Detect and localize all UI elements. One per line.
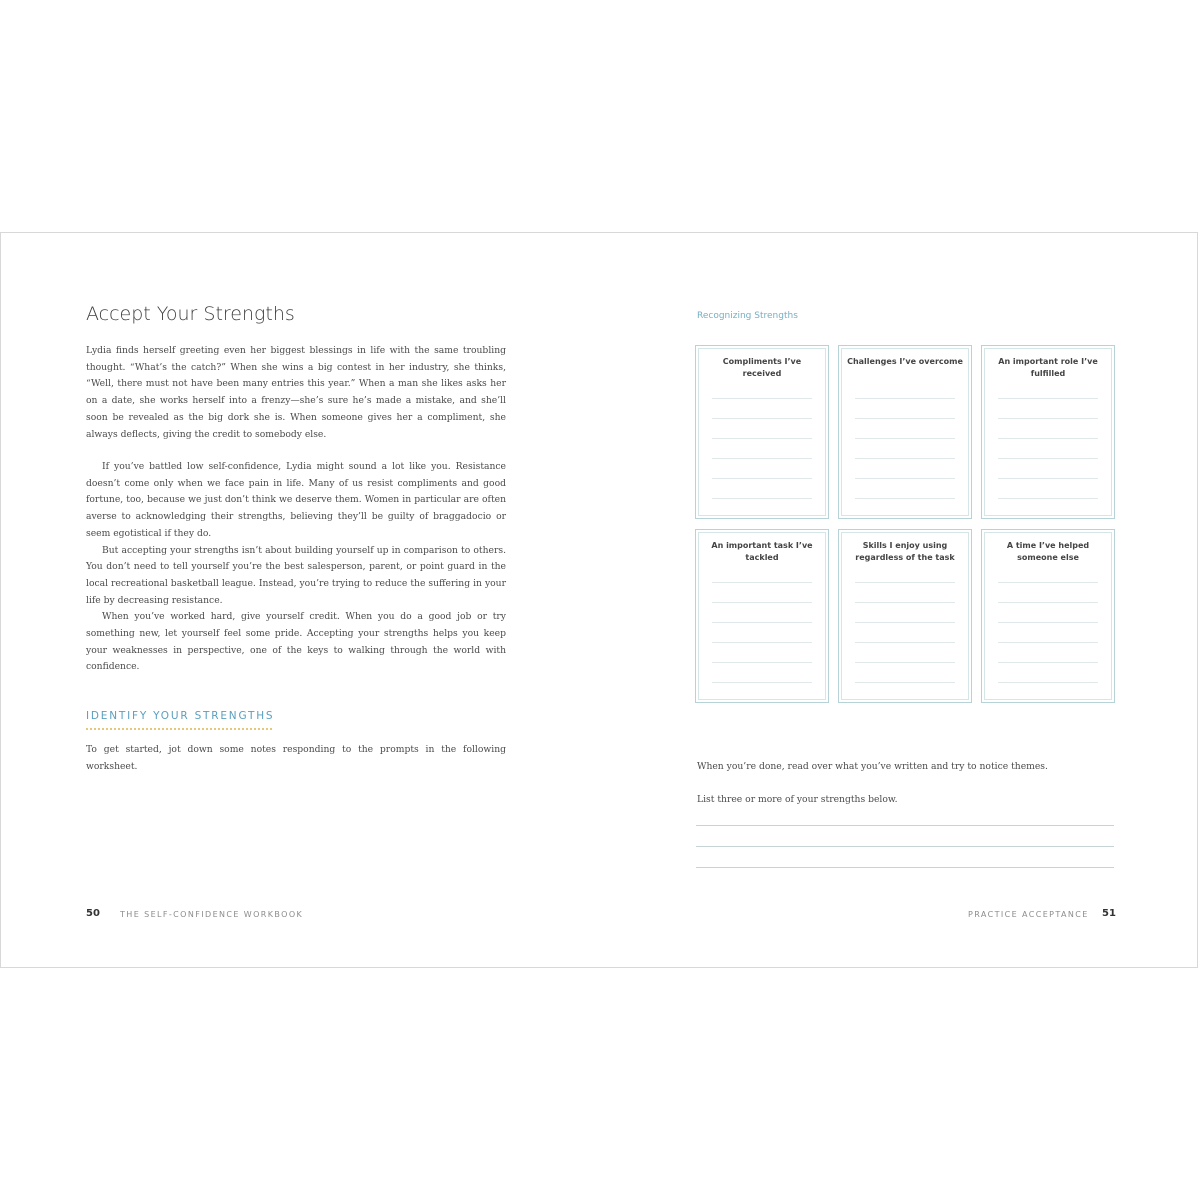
body-text-2 [86, 459, 506, 676]
write-line [855, 458, 955, 459]
body-text [86, 343, 506, 443]
write-line [712, 398, 812, 399]
write-line [712, 662, 812, 663]
write-line [712, 602, 812, 603]
worksheet-box[interactable] [695, 345, 829, 519]
write-line [712, 498, 812, 499]
worksheet-box[interactable] [981, 345, 1115, 519]
write-line [855, 642, 955, 643]
write-line [998, 458, 1098, 459]
box-prompt: A time I’ve helped someone else [1006, 541, 1090, 562]
write-line [712, 682, 812, 683]
write-line [998, 622, 1098, 623]
answer-line[interactable] [696, 867, 1114, 868]
write-line [998, 418, 1098, 419]
write-line [998, 642, 1098, 643]
write-line [855, 438, 955, 439]
answer-line[interactable] [696, 825, 1114, 826]
write-line [998, 602, 1098, 603]
write-line [855, 682, 955, 683]
write-line [998, 498, 1098, 499]
write-line [855, 498, 955, 499]
page-number-left: 50 [86, 908, 100, 919]
write-line [855, 602, 955, 603]
write-line [998, 438, 1098, 439]
heading-dotted-rule [86, 728, 272, 730]
paragraph-credit: When you’ve worked hard, give yourself credit. When you do a good job or try something new, let yourself feel some pride. Accepting your strengths helps you keep your weaknesses in perspective, one of the keys to walking through the world with confidence. [86, 611, 506, 673]
worksheet-box[interactable] [838, 529, 972, 703]
write-line [712, 438, 812, 439]
worksheet-box[interactable] [981, 529, 1115, 703]
write-line [855, 582, 955, 583]
write-line [855, 398, 955, 399]
write-line [712, 642, 812, 643]
write-line [712, 418, 812, 419]
write-line [712, 582, 812, 583]
box-prompt: An important task I’ve tackled [711, 541, 813, 562]
paragraph-accepting: But accepting your strengths isn’t about building yourself up in comparison to others. You don’t need to tell yourself you’re the best salesperson, parent, or point guard in the local recreational basketball league. Instead, you’re trying to reduce the suffering in your life by decreasing resistance. [86, 544, 506, 606]
running-title-right: PRACTICE ACCEPTANCE [968, 910, 1089, 919]
write-line [998, 478, 1098, 479]
write-line [998, 582, 1098, 583]
write-line [855, 622, 955, 623]
box-prompt: Challenges I’ve overcome [847, 357, 963, 366]
paragraph-lydia: Lydia finds herself greeting even her biggest blessings in life with the same troubling thought. “What’s the catch?” When she wins a big contest in her industry, she thinks, “Well, there must not have been many entries this year.” When a man she likes asks her on a date, she works herself into a frenzy—she’s sure he’s made a mistake, and she’ll soon be revealed as the big dork she is. When someone gives her a compliment, she always deflects, giving the credit to somebody else. [86, 345, 506, 440]
intro-paragraph: To get started, jot down some notes responding to the prompts in the following worksheet. [86, 744, 506, 772]
running-title-left: THE SELF-CONFIDENCE WORKBOOK [120, 910, 304, 919]
box-prompt: An important role I’ve fulfilled [998, 357, 1098, 378]
worksheet-box[interactable] [838, 345, 972, 519]
intro-text [86, 742, 506, 775]
worksheet-label: Recognizing Strengths [697, 311, 798, 321]
write-line [855, 478, 955, 479]
write-line [998, 662, 1098, 663]
write-line [998, 398, 1098, 399]
worksheet-box[interactable] [695, 529, 829, 703]
paragraph-resistance: If you’ve battled low self-confidence, Lydia might sound a lot like you. Resistance doesn’t come only when we face pain in life. Many of us resist compliments and good fortune, too, because we just don’t think we deserve them. Women in particular are often averse to acknowledging their strengths, believing they’ll be guilty of braggadocio or seem egotistical if they do. [86, 461, 506, 539]
page-title: Accept Your Strengths [86, 303, 295, 325]
answer-line[interactable] [696, 846, 1114, 847]
write-line [712, 458, 812, 459]
write-line [712, 622, 812, 623]
page-number-right: 51 [1102, 908, 1116, 919]
write-line [855, 418, 955, 419]
box-prompt: Skills I enjoy using regardless of the task [855, 541, 955, 562]
themes-prompt: When you’re done, read over what you’ve written and try to notice themes. [697, 761, 1048, 772]
strengths-prompt: List three or more of your strengths below. [697, 794, 898, 805]
write-line [998, 682, 1098, 683]
box-prompt: Compliments I’ve received [722, 357, 802, 378]
write-line [855, 662, 955, 663]
section-heading: IDENTIFY YOUR STRENGTHS [86, 710, 275, 722]
write-line [712, 478, 812, 479]
